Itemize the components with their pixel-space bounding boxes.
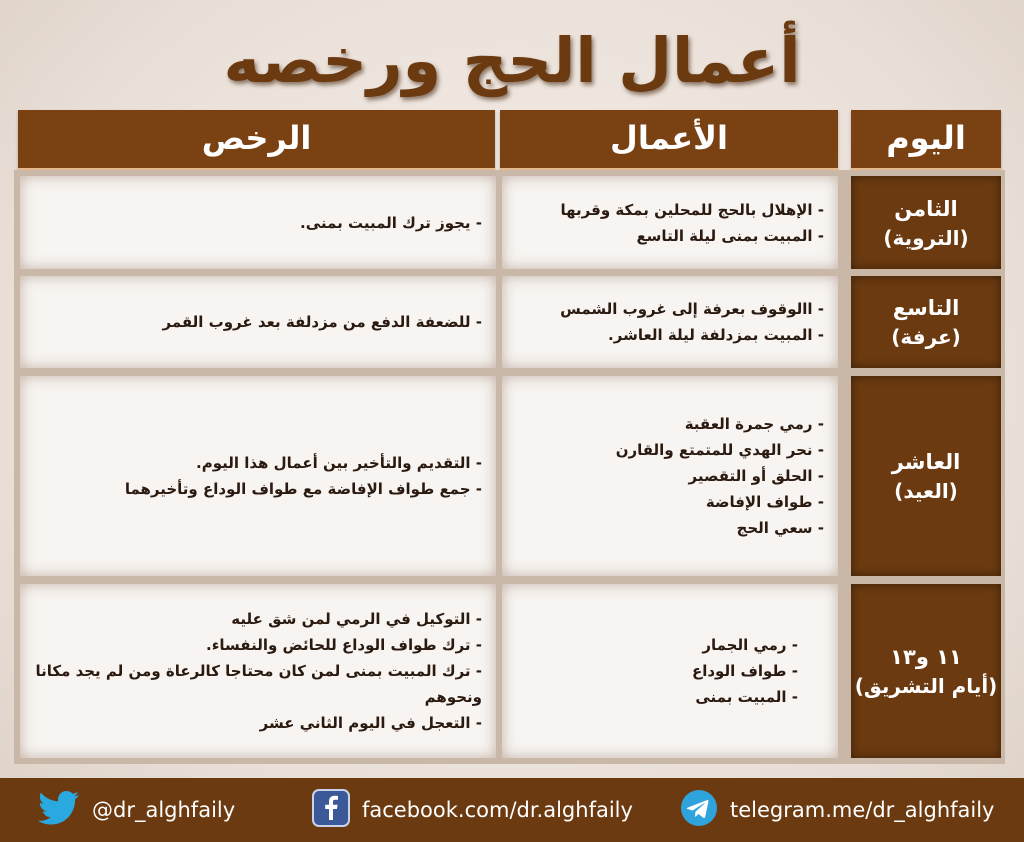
act-item: - الإهلال بالحج للمحلين بمكة وقربها	[560, 200, 824, 219]
day-subtitle: (أيام التشريق)	[854, 674, 998, 698]
concession-item: - يجوز ترك المبيت بمنى.	[300, 213, 482, 232]
day-subtitle: (التروية)	[883, 225, 969, 250]
day-cell-tenth	[851, 376, 1001, 576]
telegram-url: telegram.me/dr_alghfaily	[730, 798, 995, 822]
day-name: ١١ و١٣	[890, 645, 962, 669]
concession-item: - ترك طواف الوداع للحائض والنفساء.	[206, 636, 482, 654]
twitter-link[interactable]	[38, 778, 235, 842]
twitter-handle: @dr_alghfaily	[92, 798, 236, 822]
day-cell-eighth	[851, 176, 1001, 269]
act-item: - رمي جمرة العقبة	[684, 415, 824, 433]
concessions-cell	[20, 376, 496, 576]
acts-cell	[502, 276, 838, 368]
concession-item: - ترك المبيت بمنى لمن كان محتاجا كالرعاة ومن لم يجد مكانا ونحوهم	[35, 662, 482, 706]
concessions-cell	[20, 176, 496, 269]
concession-item: - جمع طواف الإفاضة مع طواف الوداع وتأخيرهما	[124, 480, 482, 498]
acts-cell	[502, 584, 838, 758]
header-acts: الأعمال	[500, 110, 838, 173]
act-item: - نحر الهدي للمتمتع والقارن	[615, 441, 824, 459]
twitter-bird-icon	[38, 791, 80, 830]
telegram-link[interactable]	[680, 778, 995, 842]
day-cell-tashreeq	[851, 584, 1001, 758]
concession-item: - للضعفة الدفع من مزدلفة بعد غروب القمر	[162, 313, 482, 331]
facebook-icon	[312, 789, 350, 832]
concession-item: - التقديم والتأخير بين أعمال هذا اليوم.	[196, 454, 482, 472]
facebook-link[interactable]	[312, 778, 633, 842]
day-subtitle: (العيد)	[894, 479, 958, 503]
concession-item: - التعجل في اليوم الثاني عشر	[259, 714, 482, 732]
day-cell-ninth	[851, 276, 1001, 368]
page-title: أعمال الحج ورخصه	[223, 24, 801, 97]
acts-cell	[502, 376, 838, 576]
act-item: - المبيت بمنى	[695, 688, 798, 706]
concessions-cell	[20, 584, 496, 758]
act-item: - رمي الجمار	[702, 636, 798, 654]
day-name: التاسع	[892, 296, 960, 320]
day-name: الثامن	[894, 196, 958, 221]
act-item: - المبيت بمزدلفة ليلة العاشر.	[608, 326, 824, 344]
telegram-icon	[680, 789, 718, 832]
day-subtitle: (عرفة)	[891, 325, 961, 349]
act-item: - طواف الوداع	[691, 662, 798, 680]
concessions-cell	[20, 276, 496, 368]
social-footer	[0, 778, 1024, 842]
act-item: - المبيت بمنى ليلة التاسع	[636, 226, 824, 245]
act-item: - طواف الإفاضة	[705, 493, 824, 511]
acts-cell	[502, 176, 838, 269]
concession-item: - التوكيل في الرمي لمن شق عليه	[231, 610, 482, 628]
facebook-url: facebook.com/dr.alghfaily	[362, 798, 633, 822]
header-day: اليوم	[851, 110, 1001, 173]
day-name: العاشر	[891, 450, 961, 474]
act-item: - االوقوف بعرفة إلى غروب الشمس	[560, 300, 824, 318]
act-item: - الحلق أو التقصير	[688, 467, 824, 485]
header-concessions: الرخص	[18, 110, 495, 173]
act-item: - سعي الحج	[736, 519, 824, 537]
